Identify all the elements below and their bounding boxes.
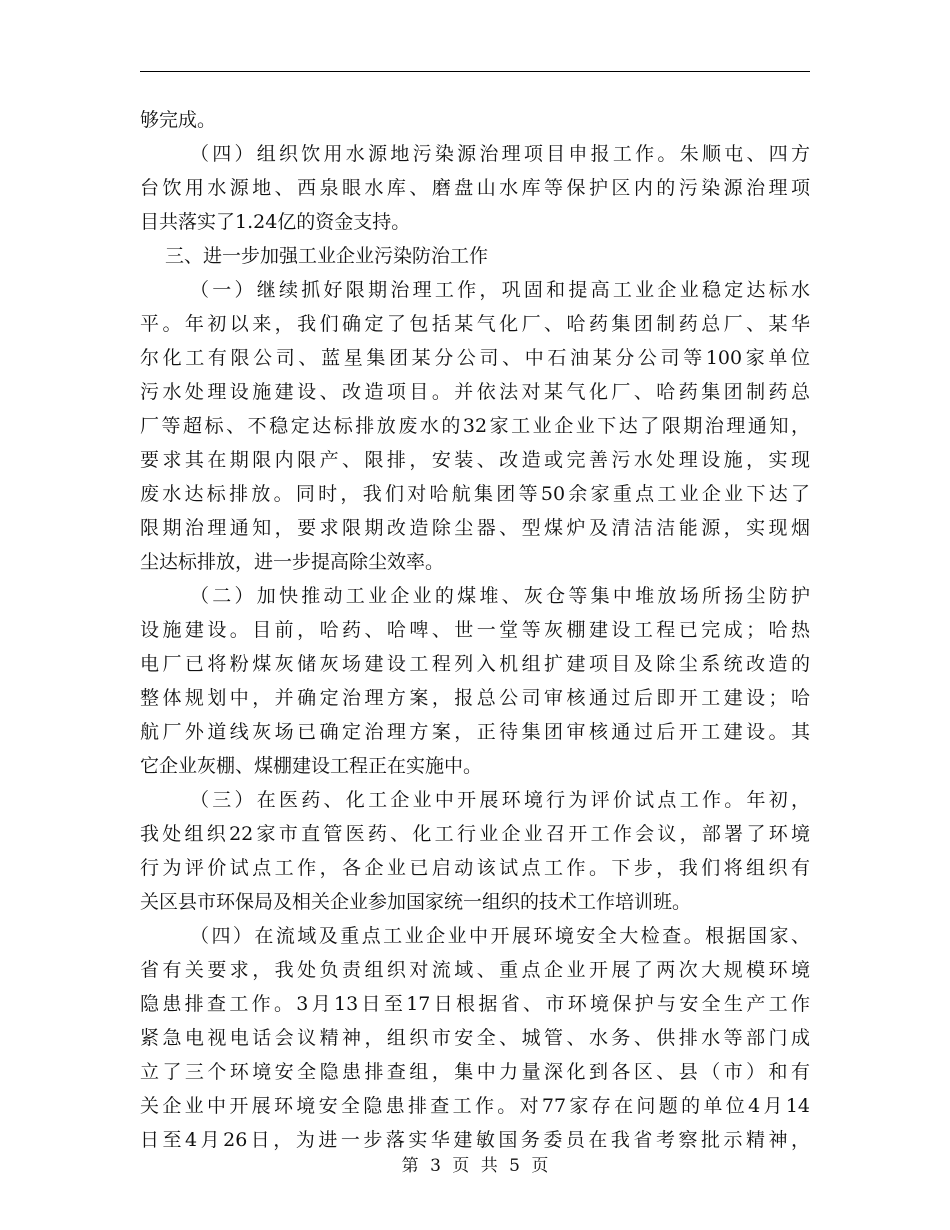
document-body [140,103,810,1157]
text-line: 台饮用水源地、西泉眼水库、磨盘山水库等保护区内的污染源治理项 [140,177,810,199]
text-line: 要求其在期限内限产、限排，安装、改造或完善污水处理设施，实现 [140,449,810,471]
text-line: 我处组织22家市直管医药、化工行业企业召开工作会议，部署了环境 [140,823,810,845]
text-line: （四）组织饮用水源地污染源治理项目申报工作。朱顺屯、四方 [190,143,810,165]
text-line: 航厂外道线灰场已确定治理方案，正待集团审核通过后开工建设。其 [140,721,810,743]
page-number-footer: 第 3 页 共 5 页 [401,1156,549,1176]
text-line: （四）在流域及重点工业企业中开展环境安全大检查。根据国家、 [190,925,810,947]
text-line: 电厂已将粉煤灰储灰场建设工程列入机组扩建项目及除尘系统改造的 [140,653,810,675]
text-line: 隐患排查工作。3月13日至17日根据省、市环境保护与安全生产工作 [140,993,810,1015]
text-line: 紧急电视电话会议精神，组织市安全、城管、水务、供排水等部门成 [140,1027,810,1049]
text-line: （一）继续抓好限期治理工作，巩固和提高工业企业稳定达标水 [190,279,810,301]
text-line: 行为评价试点工作，各企业已启动该试点工作。下步，我们将组织有 [140,857,810,879]
text-line: 限期治理通知，要求限期改造除尘器、型煤炉及清洁洁能源，实现烟 [140,517,810,539]
text-line: 日至4月26日，为进一步落实华建敏国务委员在我省考察批示精神， [140,1129,810,1151]
text-line: 尔化工有限公司、蓝星集团某分公司、中石油某分公司等100家单位 [140,347,810,369]
text-line: 它企业灰棚、煤棚建设工程正在实施中。 [140,755,483,777]
text-line: （三）在医药、化工企业中开展环境行为评价试点工作。年初， [190,789,810,811]
text-line: （二）加快推动工业企业的煤堆、灰仓等集中堆放场所扬尘防护 [190,585,810,607]
text-line: 够完成。 [140,109,217,131]
text-line: 关区县市环保局及相关企业参加国家统一组织的技术工作培训班。 [140,891,692,913]
text-line: 设施建设。目前，哈药、哈啤、世一堂等灰棚建设工程已完成；哈热 [140,619,810,641]
text-line: 整体规划中，并确定治理方案，报总公司审核通过后即开工建设；哈 [140,687,810,709]
header-rule [140,71,810,72]
text-line: 废水达标排放。同时，我们对哈航集团等50余家重点工业企业下达了 [140,483,810,505]
text-line: 关企业中开展环境安全隐患排查工作。对77家存在问题的单位4月14 [140,1095,810,1117]
text-line: 省有关要求，我处负责组织对流域、重点企业开展了两次大规模环境 [140,959,810,981]
text-line: 厂等超标、不稳定达标排放废水的32家工业企业下达了限期治理通知， [140,415,810,437]
text-line: 平。年初以来，我们确定了包括某气化厂、哈药集团制药总厂、某华 [140,313,810,335]
text-line: 立了三个环境安全隐患排查组，集中力量深化到各区、县（市）和有 [140,1061,810,1083]
text-line: 尘达标排放，进一步提高除尘效率。 [140,551,445,573]
section-heading: 三、进一步加强工业企业污染防治工作 [165,245,489,267]
text-line: 目共落实了1.24亿的资金支持。 [140,211,411,233]
text-line: 污水处理设施建设、改造项目。并依法对某气化厂、哈药集团制药总 [140,381,810,403]
